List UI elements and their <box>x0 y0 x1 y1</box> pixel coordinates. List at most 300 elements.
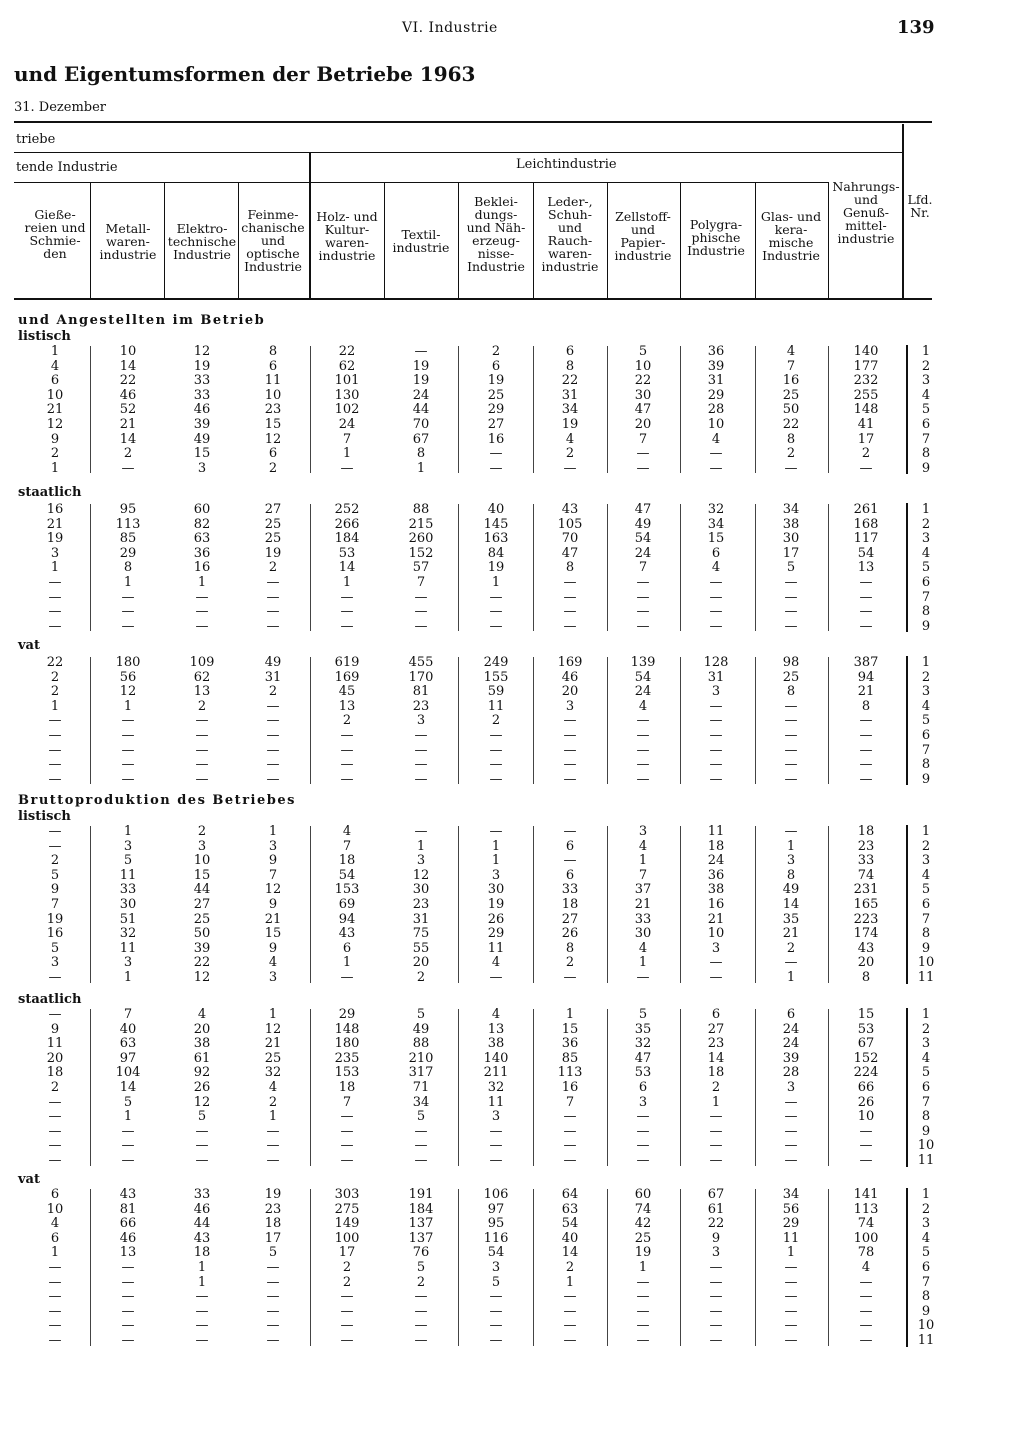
table-cell: — <box>195 757 209 773</box>
table-cell: 260 <box>408 531 434 547</box>
table-cell: — <box>859 713 873 729</box>
body-divider <box>310 346 311 473</box>
table-cell: 69 <box>338 897 356 912</box>
table-cell: 16 <box>561 1080 579 1095</box>
table-cell: 7 <box>416 575 426 590</box>
table-cell: 8 <box>416 446 426 462</box>
column-header-line: optische <box>246 246 300 261</box>
table-cell: 61 <box>193 1050 211 1066</box>
table-cell: 12 <box>193 344 211 359</box>
table-cell: 3 <box>268 838 278 854</box>
table-cell: 59 <box>487 684 505 700</box>
table-cell: 40 <box>561 1230 579 1246</box>
page-title: und Eigentumsformen der Betriebe 1963 <box>14 62 476 86</box>
table-cell: 8 <box>861 698 871 714</box>
table-cell: — <box>709 1123 723 1139</box>
body-divider <box>607 504 608 631</box>
table-cell: 16 <box>193 560 211 576</box>
table-cell: 49 <box>193 431 211 447</box>
table-cell: 15 <box>193 446 211 462</box>
table-cell: — <box>195 1318 209 1334</box>
column-header-line: Nahrungs- <box>832 179 900 194</box>
table-cell: 7 <box>342 431 352 447</box>
body-divider <box>755 657 756 784</box>
date-subtitle: 31. Dezember <box>14 100 107 115</box>
table-cell: 16 <box>487 431 505 447</box>
table-cell: 1 <box>50 698 60 714</box>
table-cell: 64 <box>561 1187 579 1202</box>
table-cell: — <box>340 1318 354 1334</box>
table-cell: 3 <box>711 1245 721 1261</box>
table-cell: — <box>340 1289 354 1305</box>
table-cell: 10 <box>707 417 725 432</box>
table-cell: — <box>636 1153 650 1168</box>
table-cell: 163 <box>483 531 509 547</box>
table-cell: 39 <box>707 358 725 374</box>
table-cell: 33 <box>561 882 579 898</box>
table-cell: — <box>563 970 577 985</box>
table-cell: — <box>563 757 577 773</box>
block-label: listisch <box>18 329 71 344</box>
table-cell: 3 <box>491 1260 501 1275</box>
body-divider <box>310 504 311 631</box>
table-cell: 11 <box>487 698 505 714</box>
table-cell: — <box>121 1333 135 1348</box>
lfd-bar <box>906 1188 908 1347</box>
table-cell: 1 <box>786 1245 796 1261</box>
table-cell: 36 <box>707 867 725 883</box>
table-cell: 11 <box>487 940 505 956</box>
table-cell: 5 <box>416 1007 426 1022</box>
table-cell: — <box>709 1138 723 1154</box>
table-cell: 97 <box>487 1201 505 1217</box>
row-number: 5 <box>921 882 931 898</box>
table-cell: 26 <box>487 911 505 927</box>
table-cell: — <box>195 1303 209 1319</box>
table-cell: — <box>266 1274 280 1290</box>
table-cell: 619 <box>334 655 360 670</box>
table-cell: 22 <box>119 373 137 389</box>
table-cell: — <box>48 824 62 839</box>
column-header-line: industrie <box>541 259 599 274</box>
table-cell: 4 <box>50 1216 60 1232</box>
table-cell: 74 <box>857 1216 875 1232</box>
table-cell: 95 <box>119 502 137 517</box>
table-cell: — <box>859 1153 873 1168</box>
table-cell: 70 <box>561 531 579 547</box>
body-divider <box>90 1189 91 1346</box>
table-cell: — <box>266 1123 280 1139</box>
row-number: 2 <box>921 669 931 685</box>
table-cell: 10 <box>264 387 282 403</box>
table-cell: — <box>563 604 577 620</box>
table-cell: 34 <box>707 516 725 532</box>
row-number: 4 <box>921 1230 931 1246</box>
table-cell: 20 <box>634 417 652 432</box>
body-divider <box>755 346 756 473</box>
table-cell: — <box>709 757 723 773</box>
row-number: 6 <box>921 897 931 912</box>
table-cell: 4 <box>50 358 60 374</box>
table-cell: 266 <box>334 516 360 532</box>
table-cell: 33 <box>634 911 652 927</box>
table-cell: — <box>195 742 209 758</box>
table-cell: 5 <box>416 1260 426 1275</box>
table-cell: 67 <box>857 1036 875 1052</box>
table-cell: — <box>489 1289 503 1305</box>
column-header-line: Elektro- <box>176 221 228 236</box>
table-cell: — <box>489 970 503 985</box>
body-divider <box>458 504 459 631</box>
table-cell: — <box>489 728 503 743</box>
table-cell: 81 <box>119 1201 137 1217</box>
table-cell: 5 <box>50 940 60 956</box>
column-header-line: Papier- <box>620 235 666 250</box>
table-cell: 3 <box>711 940 721 956</box>
table-cell: — <box>784 604 798 620</box>
table-cell: 60 <box>634 1187 652 1202</box>
row-number: 9 <box>921 940 931 956</box>
table-cell: 1 <box>638 955 648 971</box>
table-cell: 116 <box>483 1230 509 1246</box>
table-cell: 38 <box>707 882 725 898</box>
table-cell: — <box>784 1289 798 1305</box>
table-cell: 53 <box>857 1021 875 1037</box>
table-cell: 19 <box>634 1245 652 1261</box>
table-cell: 2 <box>861 446 871 462</box>
table-cell: — <box>414 1289 428 1305</box>
table-cell: 109 <box>189 655 215 670</box>
table-cell: 15 <box>707 531 725 547</box>
table-cell: 85 <box>561 1050 579 1066</box>
body-divider <box>533 1189 534 1346</box>
body-divider <box>828 504 829 631</box>
table-cell: — <box>784 1109 798 1125</box>
body-divider <box>755 826 756 983</box>
table-cell: 7 <box>638 867 648 883</box>
block-label: vat <box>18 1172 40 1187</box>
table-cell: 4 <box>638 838 648 854</box>
body-divider <box>533 826 534 983</box>
column-header-line: Lfd. <box>907 192 933 207</box>
table-cell: — <box>784 575 798 590</box>
table-cell: 223 <box>853 911 879 927</box>
table-cell: — <box>340 771 354 787</box>
table-cell: 137 <box>408 1216 434 1232</box>
table-cell: 6 <box>786 1007 796 1022</box>
table-cell: 13 <box>119 1245 137 1261</box>
table-cell: 56 <box>119 669 137 685</box>
column-header-line: und <box>853 192 879 207</box>
table-cell: 455 <box>408 655 434 670</box>
block-label: staatlich <box>18 485 82 500</box>
table-cell: 10 <box>119 344 137 359</box>
table-cell: 6 <box>565 867 575 883</box>
table-cell: 23 <box>412 698 430 714</box>
table-cell: — <box>266 1289 280 1305</box>
table-cell: 95 <box>487 1216 505 1232</box>
table-cell: 140 <box>483 1050 509 1066</box>
table-cell: — <box>636 460 650 476</box>
section-heading: Bruttoproduktion des Betriebes <box>18 793 296 808</box>
table-cell: 4 <box>638 698 648 714</box>
table-cell: 57 <box>412 560 430 576</box>
table-cell: 25 <box>193 911 211 927</box>
body-divider <box>310 1009 311 1166</box>
table-cell: — <box>784 955 798 971</box>
table-cell: 47 <box>634 402 652 418</box>
table-cell: 19 <box>487 373 505 389</box>
column-header-line: Industrie <box>244 259 302 274</box>
group-heading-top: triebe <box>16 132 56 147</box>
table-cell: 20 <box>561 684 579 700</box>
table-cell: 27 <box>193 897 211 912</box>
table-cell: — <box>121 728 135 743</box>
table-cell: 1 <box>342 575 352 590</box>
table-cell: — <box>414 824 428 839</box>
lfd-bar <box>906 1008 908 1167</box>
table-cell: 22 <box>193 955 211 971</box>
table-cell: 27 <box>487 417 505 432</box>
table-cell: — <box>859 589 873 605</box>
table-cell: — <box>48 1260 62 1275</box>
table-cell: — <box>48 713 62 729</box>
column-header-line: Beklei- <box>474 194 518 209</box>
header-bottom-rule <box>14 298 932 300</box>
table-cell: — <box>709 728 723 743</box>
table-cell: 148 <box>334 1021 360 1037</box>
lfd-bar <box>906 503 908 632</box>
table-cell: 23 <box>264 1201 282 1217</box>
column-header-line: Feinme- <box>247 207 299 222</box>
table-cell: — <box>48 575 62 590</box>
table-cell: — <box>636 771 650 787</box>
table-cell: 25 <box>264 1050 282 1066</box>
body-divider <box>310 1189 311 1346</box>
table-cell: — <box>859 460 873 476</box>
row-number: 4 <box>921 867 931 883</box>
table-cell: 3 <box>638 1094 648 1110</box>
table-cell: — <box>266 757 280 773</box>
table-cell: 100 <box>853 1230 879 1246</box>
table-cell: 10 <box>707 926 725 942</box>
table-cell: 15 <box>857 1007 875 1022</box>
table-cell: 23 <box>412 897 430 912</box>
column-header-line: waren- <box>548 246 592 261</box>
table-cell: — <box>563 1109 577 1125</box>
table-cell: 63 <box>119 1036 137 1052</box>
table-cell: 46 <box>561 669 579 685</box>
table-cell: 18 <box>561 897 579 912</box>
table-cell: 1 <box>416 460 426 476</box>
table-cell: 44 <box>193 1216 211 1232</box>
table-cell: 88 <box>412 502 430 517</box>
table-cell: 61 <box>707 1201 725 1217</box>
table-cell: — <box>489 1138 503 1154</box>
table-cell: — <box>784 589 798 605</box>
table-cell: — <box>121 757 135 773</box>
table-cell: 18 <box>857 824 875 839</box>
row-number: 5 <box>921 402 931 418</box>
table-cell: — <box>121 1303 135 1319</box>
table-cell: — <box>121 742 135 758</box>
table-cell: — <box>859 742 873 758</box>
row-number: 2 <box>921 1201 931 1217</box>
table-cell: — <box>709 575 723 590</box>
column-header-line: Zellstoff- <box>615 209 671 224</box>
table-cell: — <box>859 757 873 773</box>
table-cell: 20 <box>193 1021 211 1037</box>
table-cell: — <box>489 742 503 758</box>
table-cell: 53 <box>338 545 356 561</box>
column-header-line: Schuh- <box>548 207 592 222</box>
table-cell: — <box>636 1109 650 1125</box>
column-header <box>905 193 935 219</box>
table-cell: — <box>563 742 577 758</box>
table-cell: 98 <box>782 655 800 670</box>
table-cell: 2 <box>50 446 60 462</box>
table-cell: 8 <box>786 684 796 700</box>
row-number: 7 <box>921 1094 931 1110</box>
column-header-line: Genuß- <box>842 205 890 220</box>
table-cell: 31 <box>412 911 430 927</box>
table-cell: 7 <box>342 1094 352 1110</box>
table-cell: — <box>784 1260 798 1275</box>
table-cell: — <box>636 728 650 743</box>
table-cell: 30 <box>487 882 505 898</box>
table-cell: — <box>48 728 62 743</box>
table-cell: 2 <box>342 713 352 729</box>
table-cell: 17 <box>338 1245 356 1261</box>
table-cell: 3 <box>123 955 133 971</box>
table-cell: — <box>859 1123 873 1139</box>
table-cell: 152 <box>853 1050 879 1066</box>
row-number: 10 <box>917 955 935 971</box>
section-heading: und Angestellten im Betrieb <box>18 313 266 328</box>
table-cell: — <box>563 589 577 605</box>
table-cell: 1 <box>565 1274 575 1290</box>
table-cell: 6 <box>491 358 501 374</box>
table-cell: — <box>121 618 135 634</box>
table-cell: 46 <box>193 402 211 418</box>
table-cell: 10 <box>857 1109 875 1125</box>
table-cell: 71 <box>412 1080 430 1095</box>
table-cell: 12 <box>193 970 211 985</box>
table-cell: 56 <box>782 1201 800 1217</box>
column-header-line: kera- <box>774 222 808 237</box>
table-cell: — <box>709 1260 723 1275</box>
table-cell: 2 <box>50 853 60 869</box>
table-cell: 11 <box>46 1036 64 1052</box>
table-cell: — <box>784 618 798 634</box>
table-cell: 19 <box>561 417 579 432</box>
table-cell: 3 <box>565 698 575 714</box>
row-number: 2 <box>921 358 931 374</box>
table-cell: 6 <box>268 358 278 374</box>
body-divider <box>828 1009 829 1166</box>
row-number: 8 <box>921 757 931 773</box>
table-cell: — <box>266 742 280 758</box>
running-head: VI. Industrie <box>402 20 498 36</box>
row-number: 11 <box>917 970 935 985</box>
table-cell: 30 <box>782 531 800 547</box>
table-cell: 1 <box>786 970 796 985</box>
table-cell: 149 <box>334 1216 360 1232</box>
table-cell: 63 <box>193 531 211 547</box>
table-cell: — <box>48 1123 62 1139</box>
lfd-bar <box>906 656 908 785</box>
column-header-line: industrie <box>837 231 895 246</box>
table-cell: 9 <box>268 853 278 869</box>
column-header-line: den <box>43 246 67 261</box>
table-cell: 67 <box>412 431 430 447</box>
table-cell: — <box>859 728 873 743</box>
table-cell: — <box>414 1123 428 1139</box>
table-cell: 23 <box>707 1036 725 1052</box>
table-cell: 2 <box>342 1274 352 1290</box>
table-cell: 15 <box>264 926 282 942</box>
table-cell: — <box>121 1274 135 1290</box>
table-cell: 35 <box>634 1021 652 1037</box>
table-cell: 12 <box>46 417 64 432</box>
table-cell: — <box>489 1318 503 1334</box>
column-header-line: industrie <box>614 248 672 263</box>
table-cell: 39 <box>193 417 211 432</box>
row-number: 5 <box>921 1245 931 1261</box>
table-cell: 16 <box>46 502 64 517</box>
row-number: 4 <box>921 698 931 714</box>
table-cell: — <box>48 604 62 620</box>
column-header-line: Metall- <box>105 221 151 236</box>
table-cell: 42 <box>634 1216 652 1232</box>
table-cell: — <box>414 742 428 758</box>
table-cell: 26 <box>857 1094 875 1110</box>
table-cell: 81 <box>412 684 430 700</box>
table-cell: — <box>121 604 135 620</box>
table-cell: 33 <box>857 853 875 869</box>
row-number: 1 <box>921 1187 931 1202</box>
table-cell: 94 <box>338 911 356 927</box>
table-cell: — <box>636 1303 650 1319</box>
table-cell: 2 <box>268 684 278 700</box>
table-cell: — <box>266 728 280 743</box>
table-cell: 232 <box>853 373 879 389</box>
table-cell: 155 <box>483 669 509 685</box>
table-cell: — <box>48 1094 62 1110</box>
column-header-line: und <box>557 220 583 235</box>
table-cell: — <box>784 1333 798 1348</box>
table-cell: 249 <box>483 655 509 670</box>
table-cell: 26 <box>561 926 579 942</box>
table-cell: 1 <box>197 575 207 590</box>
table-cell: — <box>414 1333 428 1348</box>
body-divider <box>458 346 459 473</box>
table-cell: — <box>121 1318 135 1334</box>
table-cell: 139 <box>630 655 656 670</box>
table-cell: — <box>784 698 798 714</box>
table-cell: 54 <box>857 545 875 561</box>
table-cell: — <box>414 757 428 773</box>
page-number: 139 <box>897 17 935 38</box>
body-divider <box>828 1189 829 1346</box>
row-number: 8 <box>921 1289 931 1305</box>
table-cell: — <box>121 1153 135 1168</box>
table-cell: 3 <box>491 867 501 883</box>
table-cell: 38 <box>193 1036 211 1052</box>
table-cell: 2 <box>123 446 133 462</box>
table-cell: 10 <box>193 853 211 869</box>
table-cell: 29 <box>487 926 505 942</box>
